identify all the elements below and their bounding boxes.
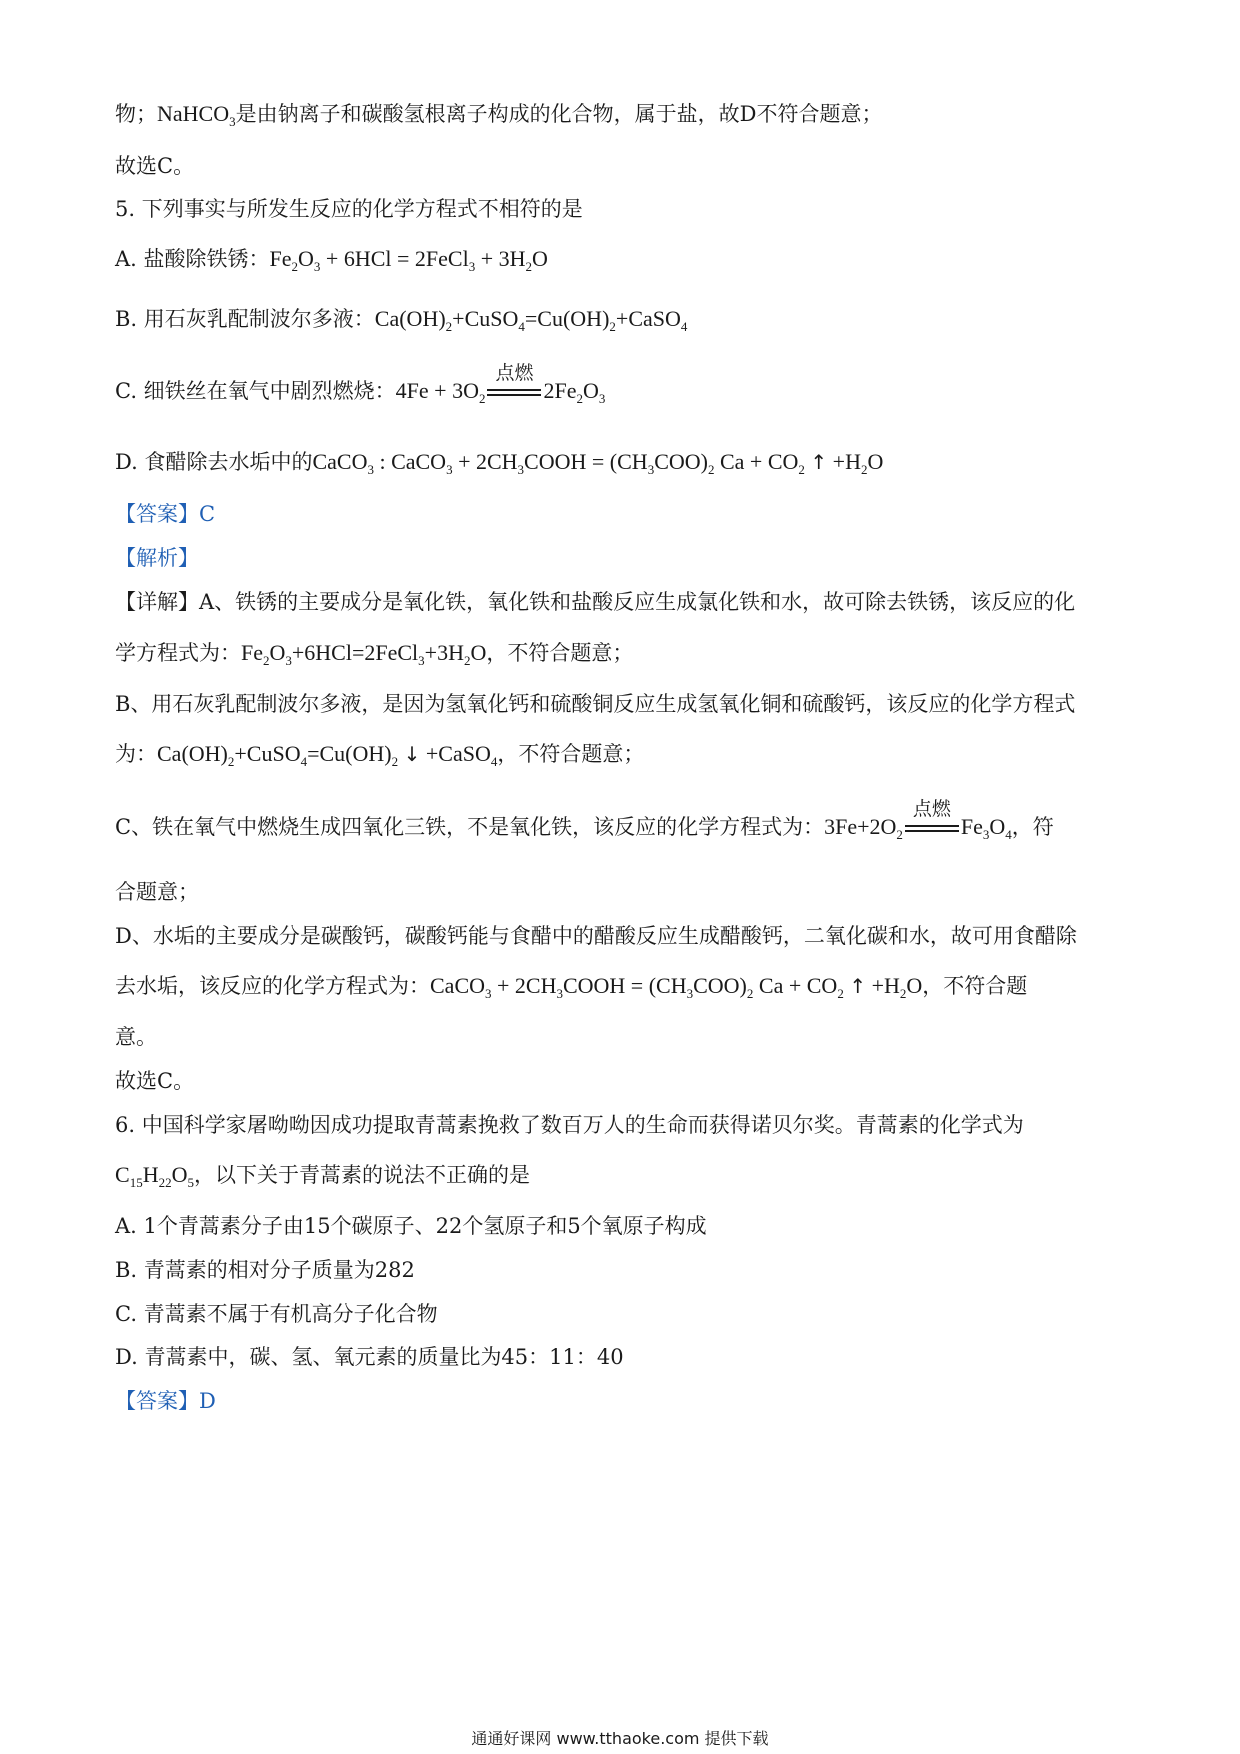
text: 是由钠离子和碳酸氢根离子构成的化合物，属于盐，故D不符合题意；: [235, 102, 883, 126]
option-d: D. 食醋除去水垢中的CaCO$_3$ : CaCO$_3$ + $2CH_3COOH = (CH_3COO)_2$ $Ca + CO_2$ ↑ $+H_2O$: [115, 449, 884, 477]
equation-b: $Ca(OH)_2+CuSO_4=Cu(OH)_2+CaSO_4$: [374, 306, 688, 334]
reaction-condition: 点燃: [487, 383, 541, 403]
detail-c-line2: 合题意；: [115, 880, 199, 904]
option-6b: B. 青蒿素的相对分子质量为282: [115, 1258, 415, 1282]
text: 物；: [115, 102, 157, 126]
detail-a-line2: 学方程式为：$Fe_2O_3+6HCl=2FeCl_3+3H_2O$，不符合题意；: [115, 640, 634, 668]
detail-d-line2: 去水垢，该反应的化学方程式为：CaCO$_3$ + $2CH_3COOH = (CH_3COO)_2$ $Ca + CO_2$ ↑ $+H_2O$，不符合题: [115, 973, 1028, 1001]
question-6-stem-line1: 6. 中国科学家屠呦呦因成功提取青蒿素挽救了数百万人的生命而获得诺贝尔奖。青蒿素的化学式为: [115, 1113, 1024, 1137]
formula-nahco3: NaHCO$_3$: [157, 101, 236, 129]
detail-d-line3: 意。: [115, 1025, 157, 1049]
equation-a: $Fe_2O_3 + 6HCl$ = 2FeCl$_3$ + $3H_2O$: [269, 246, 548, 274]
option-a: A. 盐酸除铁锈：$Fe_2O_3 + 6HCl$ = 2FeCl$_3$ + $3H_2O$: [115, 246, 548, 274]
formula-c15h22o5: $C_{15}H_{22}O_5$: [115, 1162, 194, 1190]
page-footer: 通通好课网 www.tthaoke.com 提供下载: [471, 1729, 769, 1748]
detail-a-line1: 【详解】A、铁锈的主要成分是氧化铁，氧化铁和盐酸反应生成氯化铁和水，故可除去铁锈，该反应的化: [115, 590, 1076, 614]
option-6d: D. 青蒿素中，碳、氢、氧元素的质量比为45：11：40: [115, 1345, 624, 1369]
detail-d-line1: D、水垢的主要成分是碳酸钙，碳酸钙能与食醋中的醋酸反应生成醋酸钙，二氧化碳和水，故可用食醋除: [115, 924, 1077, 948]
option-c: C. 细铁丝在氧气中剧烈燃烧：$4Fe + 3O_2$ 点燃 $2Fe_2O_3$: [115, 361, 606, 406]
analysis-label: 【解析】: [115, 546, 199, 570]
option-b: B. 用石灰乳配制波尔多液：$Ca(OH)_2+CuSO_4=Cu(OH)_2+CaSO_4$: [115, 306, 688, 334]
detail-b-line1: B、用石灰乳配制波尔多液，是因为氢氧化钙和硫酸铜反应生成氢氧化铜和硫酸钙，该反应的化学方程式: [115, 692, 1076, 716]
answer-5: 【答案】C: [115, 502, 216, 526]
detail-c-line1: C、铁在氧气中燃烧生成四氧化三铁，不是氧化铁，该反应的化学方程式为：$3Fe+2O_2$ 点燃 $Fe_3O_4$，符: [115, 797, 1054, 842]
option-6c: C. 青蒿素不属于有机高分子化合物: [115, 1302, 438, 1326]
question-6-stem-line2: $C_{15}H_{22}O_5$，以下关于青蒿素的说法不正确的是: [115, 1162, 530, 1190]
option-6a: A. 1个青蒿素分子由15个碳原子、22个氢原子和5个氧原子构成: [115, 1214, 707, 1238]
question-5-stem: 5. 下列事实与所发生反应的化学方程式不相符的是: [115, 197, 583, 221]
equation-d: CaCO$_3$ : CaCO$_3$ + $2CH_3COOH = (CH_3COO)_2$ $Ca + CO_2$ ↑ $+H_2O$: [312, 449, 884, 477]
paragraph-line: [115, 100, 882, 128]
answer-6: 【答案】D: [115, 1389, 216, 1413]
reaction-condition: 点燃: [905, 819, 959, 839]
detail-b-line2: 为：$Ca(OH)_2+CuSO_4=Cu(OH)_2$ ↓ +CaSO$_4$，不符合题意；: [115, 741, 645, 769]
paragraph-line: 故选C。: [115, 154, 195, 178]
equation-c: $4Fe + 3O_2$ 点燃 $2Fe_2O_3$: [395, 361, 606, 406]
conclusion-5: 故选C。: [115, 1069, 195, 1093]
